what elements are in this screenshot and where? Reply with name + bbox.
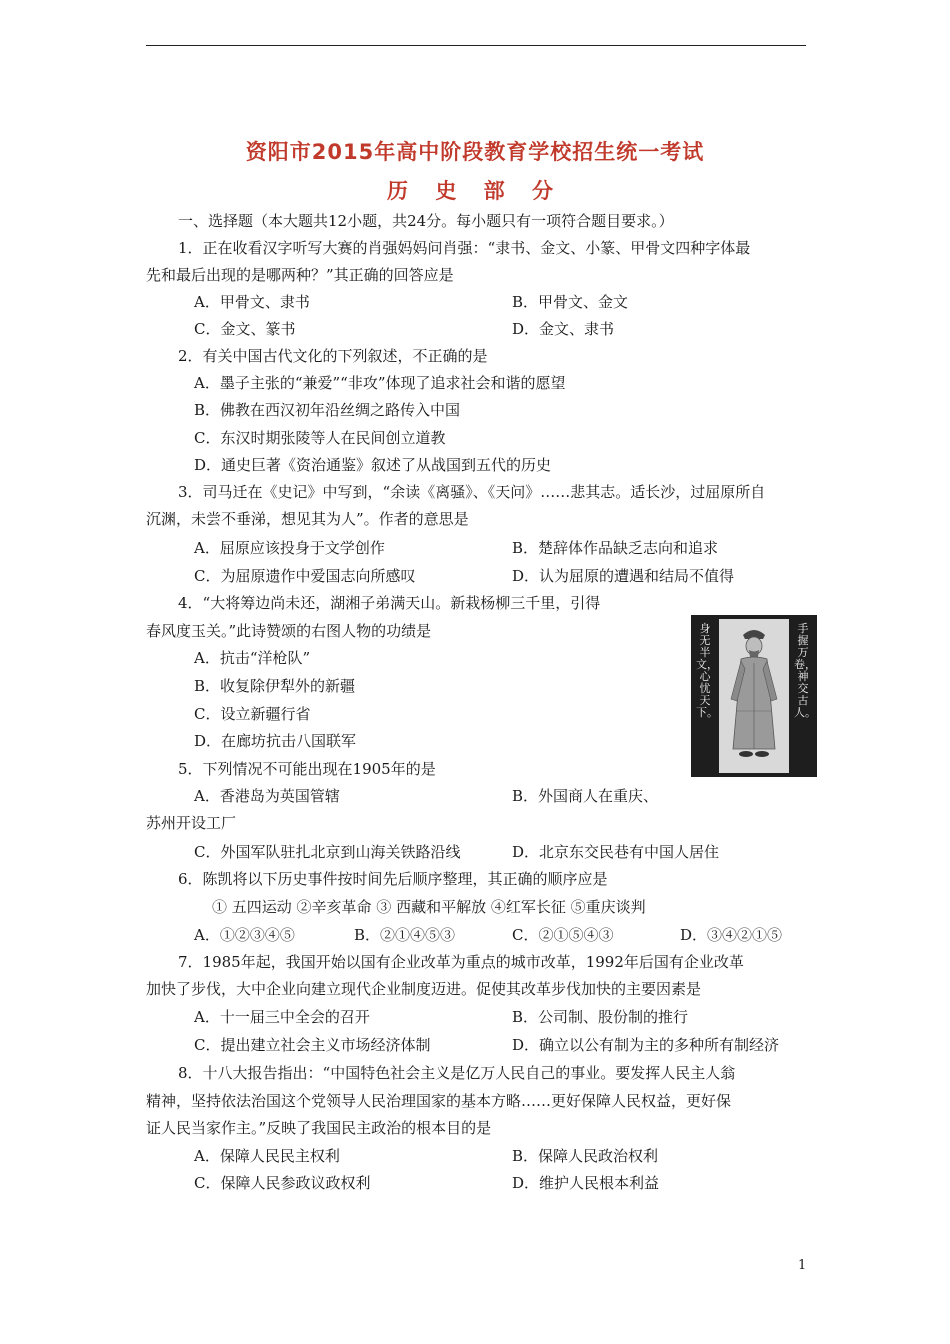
q7-option-b: B．公司制、股份制的推行 bbox=[512, 1008, 689, 1026]
q5-option-b: B．外国商人在重庆、 bbox=[512, 787, 659, 805]
q4-option-d: D．在廊坊抗击八国联军 bbox=[194, 732, 357, 750]
q5-option-c: C．外国军队驻扎北京到山海关铁路沿线 bbox=[194, 843, 461, 861]
q3-option-c: C．为屈原遗作中爱国志向所感叹 bbox=[194, 567, 416, 585]
page-number: 1 bbox=[798, 1258, 807, 1273]
q2-option-d: D．通史巨著《资治通鉴》叙述了从战国到五代的历史 bbox=[194, 456, 552, 474]
q6-option-d: D．③④②①⑤ bbox=[680, 926, 783, 944]
q4-stem-cont: 春风度玉关。”此诗赞颂的右图人物的功绩是 bbox=[146, 622, 432, 640]
q1-option-a: A．甲骨文、隶书 bbox=[194, 293, 310, 311]
q2-stem: 2．有关中国古代文化的下列叙述，不正确的是 bbox=[178, 347, 488, 365]
q2-option-a: A．墨子主张的“兼爱”“非攻”体现了追求社会和谐的愿望 bbox=[194, 374, 566, 392]
q1-stem-cont: 先和最后出现的是哪两种？”其正确的回答应是 bbox=[146, 266, 454, 284]
q8-option-a: A．保障人民民主权利 bbox=[194, 1147, 340, 1165]
q8-stem: 8．十八大报告指出：“中国特色社会主义是亿万人民自己的事业。要发挥人民主人翁 bbox=[178, 1064, 736, 1082]
q6-option-a: A．①②③④⑤ bbox=[194, 926, 295, 944]
q6-option-c: C．②①⑤④③ bbox=[512, 926, 614, 944]
q6-events: ① 五四运动 ②辛亥革命 ③ 西藏和平解放 ④红军长征 ⑤重庆谈判 bbox=[212, 898, 646, 916]
q8-stem-cont1: 精神，坚持依法治国这个党领导人民治理国家的基本方略……更好保障人民权益，更好保 bbox=[146, 1092, 732, 1110]
portrait-figure bbox=[691, 615, 817, 777]
q8-option-c: C．保障人民参政议政权利 bbox=[194, 1174, 371, 1192]
q5-option-d: D．北京东交民巷有中国人居住 bbox=[512, 843, 720, 861]
section-title: 历 史 部 分 bbox=[387, 179, 563, 203]
q1-option-d: D．金文、隶书 bbox=[512, 320, 615, 338]
q2-option-b: B．佛教在西汉初年沿丝绸之路传入中国 bbox=[194, 401, 461, 419]
q4-option-b: B．收复除伊犁外的新疆 bbox=[194, 677, 356, 695]
figure-left-caption: 身无半文，心忧天下。 bbox=[696, 622, 718, 719]
q5-option-a: A．香港岛为英国管辖 bbox=[194, 787, 340, 805]
q7-option-a: A．十一届三中全会的召开 bbox=[194, 1008, 370, 1026]
q3-option-b: B．楚辞体作品缺乏志向和追求 bbox=[512, 539, 719, 557]
q1-option-c: C．金文、篆书 bbox=[194, 320, 296, 338]
q3-option-a: A．屈原应该投身于文学创作 bbox=[194, 539, 385, 557]
q4-option-a: A．抗击“洋枪队” bbox=[194, 649, 311, 667]
q7-option-d: D．确立以公有制为主的多种所有制经济 bbox=[512, 1036, 780, 1054]
q5-stem: 5．下列情况不可能出现在1905年的是 bbox=[178, 760, 436, 778]
q7-option-c: C．提出建立社会主义市场经济体制 bbox=[194, 1036, 431, 1054]
q8-stem-cont2: 证人民当家作主。”反映了我国民主政治的根本目的是 bbox=[146, 1119, 492, 1137]
portrait-illustration bbox=[719, 619, 789, 773]
top-rule bbox=[146, 45, 806, 46]
q3-stem: 3．司马迁在《史记》中写到，“余读《离骚》、《天问》……悲其志。适长沙，过屈原所自 bbox=[178, 483, 766, 501]
q6-option-b: B．②①④⑤③ bbox=[354, 926, 456, 944]
q6-stem: 6．陈凯将以下历史事件按时间先后顺序整理，其正确的顺序应是 bbox=[178, 870, 608, 888]
q2-option-c: C．东汉时期张陵等人在民间创立道教 bbox=[194, 429, 446, 447]
q3-stem-cont: 沉渊，未尝不垂涕，想见其为人”。作者的意思是 bbox=[146, 510, 469, 528]
q5-option-b-cont: 苏州开设工厂 bbox=[146, 814, 237, 832]
q8-option-d: D．维护人民根本利益 bbox=[512, 1174, 660, 1192]
q4-option-c: C．设立新疆行省 bbox=[194, 705, 311, 723]
figure-right-caption: 手握万卷，神交古人。 bbox=[794, 622, 816, 719]
exam-title: 资阳市2015年高中阶段教育学校招生统一考试 bbox=[245, 140, 705, 164]
q3-option-d: D．认为屈原的遭遇和结局不值得 bbox=[512, 567, 735, 585]
q7-stem-cont: 加快了步伐，大中企业向建立现代企业制度迈进。促使其改革步伐加快的主要因素是 bbox=[146, 980, 702, 998]
q1-option-b: B．甲骨文、金文 bbox=[512, 293, 629, 311]
q8-option-b: B．保障人民政治权利 bbox=[512, 1147, 659, 1165]
q7-stem: 7．1985年起，我国开始以国有企业改革为重点的城市改革，1992年后国有企业改革 bbox=[178, 953, 744, 971]
section-heading: 一、选择题（本大题共12小题，共24分。每小题只有一项符合题目要求。） bbox=[178, 212, 674, 230]
portrait-panel bbox=[719, 619, 789, 773]
q4-stem: 4．“大将筹边尚未还，湖湘子弟满天山。新栽杨柳三千里，引得 bbox=[178, 594, 601, 612]
q1-stem: 1．正在收看汉字听写大赛的肖强妈妈问肖强：“隶书、金文、小篆、甲骨文四种字体最 bbox=[178, 239, 751, 257]
